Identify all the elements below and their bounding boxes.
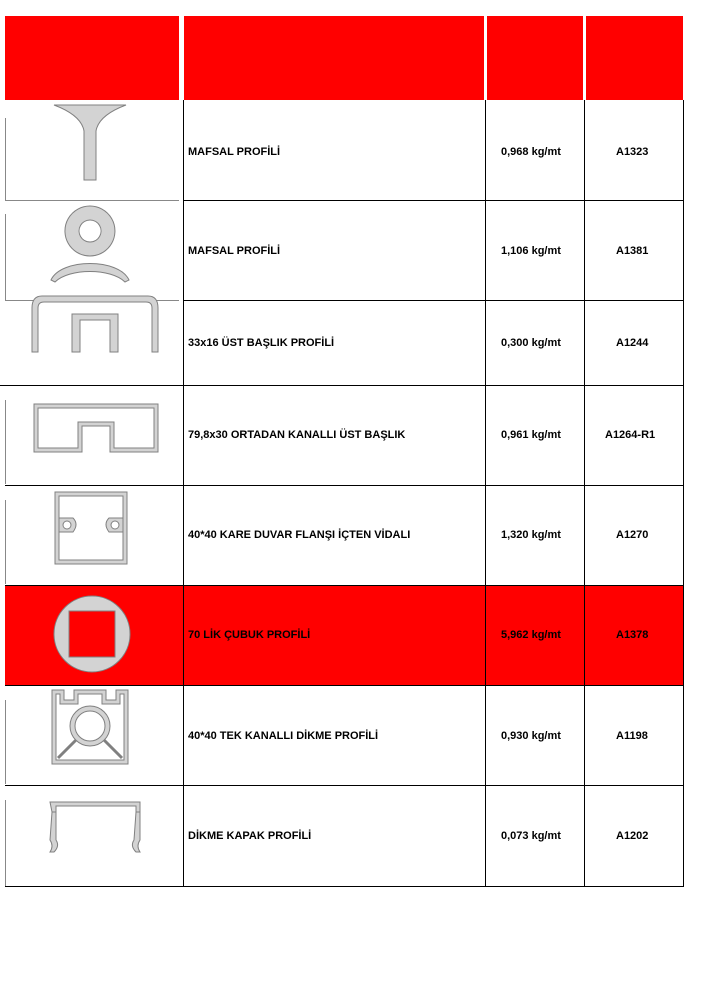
row-2-weight: 1,106 kg/mt <box>501 245 561 257</box>
grid-line <box>0 385 684 386</box>
grid-line <box>183 300 684 301</box>
row-7-code: A1198 <box>616 730 648 742</box>
grid-line <box>183 100 184 886</box>
grid-line <box>485 100 486 886</box>
row-7-name: 40*40 TEK KANALLI DİKME PROFİLİ <box>188 730 379 742</box>
grid-line <box>5 785 684 786</box>
row-6-name: 70 LİK ÇUBUK PROFİLİ <box>188 629 311 641</box>
row-3-weight: 0,300 kg/mt <box>501 337 561 349</box>
header-image-cell <box>5 16 179 100</box>
row-3-name: 33x16 ÜST BAŞLIK PROFİLİ <box>188 337 335 349</box>
ust-baslik-33x16-profile-icon <box>30 294 160 356</box>
grid-line <box>5 585 684 586</box>
row-1-code: A1323 <box>616 146 649 158</box>
grid-line <box>5 800 6 886</box>
square-flange-profile-icon <box>53 490 129 566</box>
grid-line <box>5 700 6 784</box>
grid-line <box>683 100 684 886</box>
grid-line <box>183 200 684 201</box>
row-4-weight: 0,961 kg/mt <box>501 429 561 441</box>
header-name-cell <box>184 16 484 100</box>
grid-line <box>5 214 6 300</box>
header-weight-cell <box>487 16 583 100</box>
grid-line <box>5 886 684 887</box>
round-bar-profile-icon <box>52 594 132 674</box>
grid-line <box>5 400 6 484</box>
grid-line <box>5 685 684 686</box>
row-4-code: A1264-R1 <box>605 429 656 441</box>
mafsal-y-profile-icon <box>50 103 130 183</box>
mafsal-ring-profile-icon <box>45 204 135 284</box>
row-8-code: A1202 <box>616 830 649 842</box>
row-2-name: MAFSAL PROFİLİ <box>188 245 281 257</box>
single-channel-post-profile-icon <box>50 688 130 766</box>
row-5-name: 40*40 KARE DUVAR FLANŞI İÇTEN VİDALI <box>188 529 411 541</box>
row-8-weight: 0,073 kg/mt <box>501 830 561 842</box>
row-7-weight: 0,930 kg/mt <box>501 730 561 742</box>
grid-line <box>5 485 684 486</box>
row-4-name: 79,8x30 ORTADAN KANALLI ÜST BAŞLIK <box>188 429 406 441</box>
grid-line <box>584 100 585 886</box>
grid-line <box>5 118 6 200</box>
row-2-code: A1381 <box>616 245 649 257</box>
row-1-name: MAFSAL PROFİLİ <box>188 146 281 158</box>
row-6-code: A1378 <box>616 629 649 641</box>
row-5-weight: 1,320 kg/mt <box>501 529 561 541</box>
row-5-code: A1270 <box>616 529 649 541</box>
post-cover-profile-icon <box>44 800 144 860</box>
row-6-weight: 5,962 kg/mt <box>501 629 561 641</box>
grid-line <box>5 200 179 201</box>
ust-baslik-79x30-profile-icon <box>30 402 162 454</box>
grid-line <box>5 500 6 584</box>
row-3-code: A1244 <box>616 337 649 349</box>
header-code-cell <box>586 16 683 100</box>
row-8-name: DİKME KAPAK PROFİLİ <box>188 830 312 842</box>
row-1-weight: 0,968 kg/mt <box>501 146 561 158</box>
